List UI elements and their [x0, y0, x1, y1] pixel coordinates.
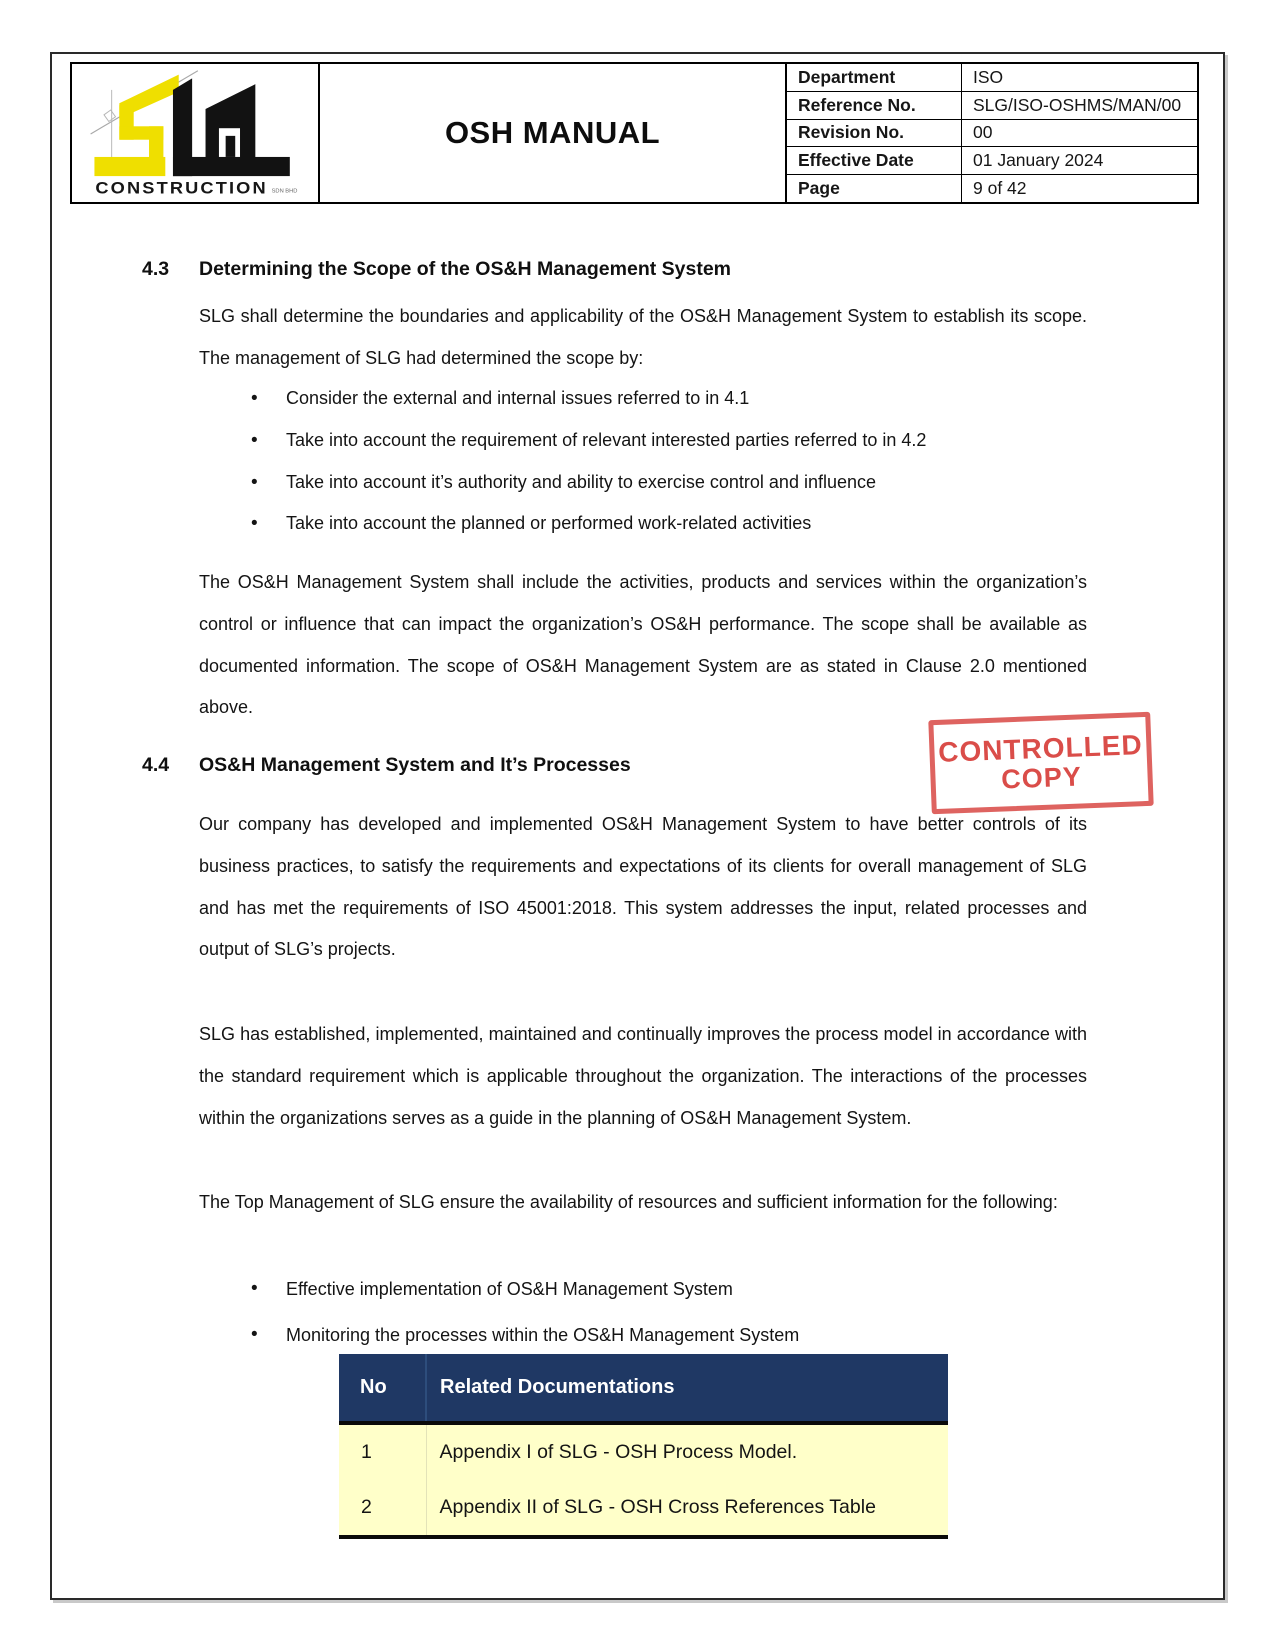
meta-value: 00 — [973, 122, 993, 143]
meta-value: ISO — [973, 66, 1004, 87]
cell-document: Appendix II of SLG - OSH Cross References Table — [426, 1480, 948, 1537]
section-4-4-heading — [142, 754, 631, 777]
meta-row-revision — [787, 119, 1197, 147]
document-header — [70, 62, 1199, 204]
meta-row-page — [787, 174, 1197, 202]
paragraph-scope-intro: SLG shall determine the boundaries and applicability of the OS&H Management System to establish its scope. The management of SLG had determined the scope by: — [199, 306, 1087, 368]
list-item: • Effective implementation of OS&H Management System — [249, 1266, 1099, 1312]
table-body — [339, 1423, 948, 1537]
section-title: Determining the Scope of the OS&H Management System — [199, 258, 732, 280]
column-header-no: No — [339, 1354, 426, 1423]
list-item: • Consider the external and internal issues referred to in 4.1 — [249, 378, 1099, 420]
table-row — [339, 1480, 948, 1537]
management-bullet-list — [249, 1266, 1099, 1358]
paragraph-top-management: The Top Management of SLG ensure the availability of resources and sufficient information for the following: — [199, 1192, 1058, 1212]
logo-suffix: SDN BHD — [271, 188, 298, 195]
stamp-line-2: COPY — [1000, 760, 1083, 795]
table-row — [339, 1423, 948, 1480]
header-meta-table — [787, 64, 1197, 202]
meta-row-department — [787, 64, 1197, 91]
meta-label: Department — [787, 64, 962, 91]
paragraph-company-system: Our company has developed and implemented OS&H Management System to have better controls of its business practices, to satisfy the requirements and expectations of its clients for overall management of SLG and has met the requirements of ISO 45001:2018. This system addresses the input, related processes and output of SLG’s projects. — [199, 814, 1087, 960]
list-item: • Take into account the planned or performed work-related activities — [249, 503, 1099, 545]
meta-row-reference — [787, 91, 1197, 119]
cell-document: Appendix I of SLG - OSH Process Model. — [426, 1423, 948, 1480]
logo-letter-g-tongue — [226, 136, 236, 157]
section-title: OS&H Management System and It’s Processes — [199, 754, 631, 776]
meta-label: Effective Date — [787, 147, 962, 174]
list-item: • Monitoring the processes within the OS&H Management System — [249, 1312, 1099, 1358]
list-item: • Take into account it’s authority and ability to exercise control and influence — [249, 462, 1099, 504]
controlled-copy-stamp — [928, 712, 1153, 814]
section-number: 4.3 — [142, 258, 170, 280]
meta-label: Revision No. — [787, 120, 962, 147]
section-number: 4.4 — [142, 754, 170, 776]
cell-no: 1 — [339, 1423, 426, 1480]
table-header — [339, 1354, 948, 1423]
list-item: • Take into account the requirement of relevant interested parties referred to in 4.2 — [249, 420, 1099, 462]
meta-label: Page — [787, 175, 962, 202]
stamp-line-1: CONTROLLED — [937, 728, 1144, 768]
paragraph-process-model: SLG has established, implemented, maintained and continually improves the process model in accordance with the standard requirement which is applicable throughout the organization. The interactions of the processes within the organizations serves as a guide in the planning of OS&H Management System. — [199, 1024, 1087, 1128]
logo-wordmark: CONSTRUCTION — [95, 179, 268, 198]
related-documentation-table — [339, 1354, 948, 1539]
logo-letter-l — [173, 157, 290, 176]
logo-letter-s — [149, 126, 163, 159]
meta-label: Reference No. — [787, 92, 962, 119]
table-header-row — [339, 1354, 948, 1423]
column-header-related-documentations: Related Documentations — [440, 1376, 675, 1398]
cell-no: 2 — [339, 1480, 426, 1537]
section-4-3-heading — [142, 258, 731, 281]
meta-value: 01 January 2024 — [973, 150, 1104, 171]
meta-value: SLG/ISO-OSHMS/MAN/00 — [973, 94, 1182, 115]
logo-letter-s — [94, 157, 165, 176]
document-title: OSH MANUAL — [320, 64, 787, 202]
scope-bullet-list — [249, 378, 1099, 545]
paragraph-scope-body: The OS&H Management System shall include the activities, products and services within the organization’s control or influence that can impact the organization’s OS&H performance. The scope shall be available as documented information. The scope of OS&H Management System are as stated in Clause 2.0 mentioned above. — [199, 572, 1087, 718]
meta-value: 9 of 42 — [973, 178, 1027, 199]
company-logo — [72, 64, 320, 202]
page-border — [50, 52, 1225, 1600]
meta-row-effective-date — [787, 146, 1197, 174]
slg-logo-graphic — [84, 65, 306, 201]
